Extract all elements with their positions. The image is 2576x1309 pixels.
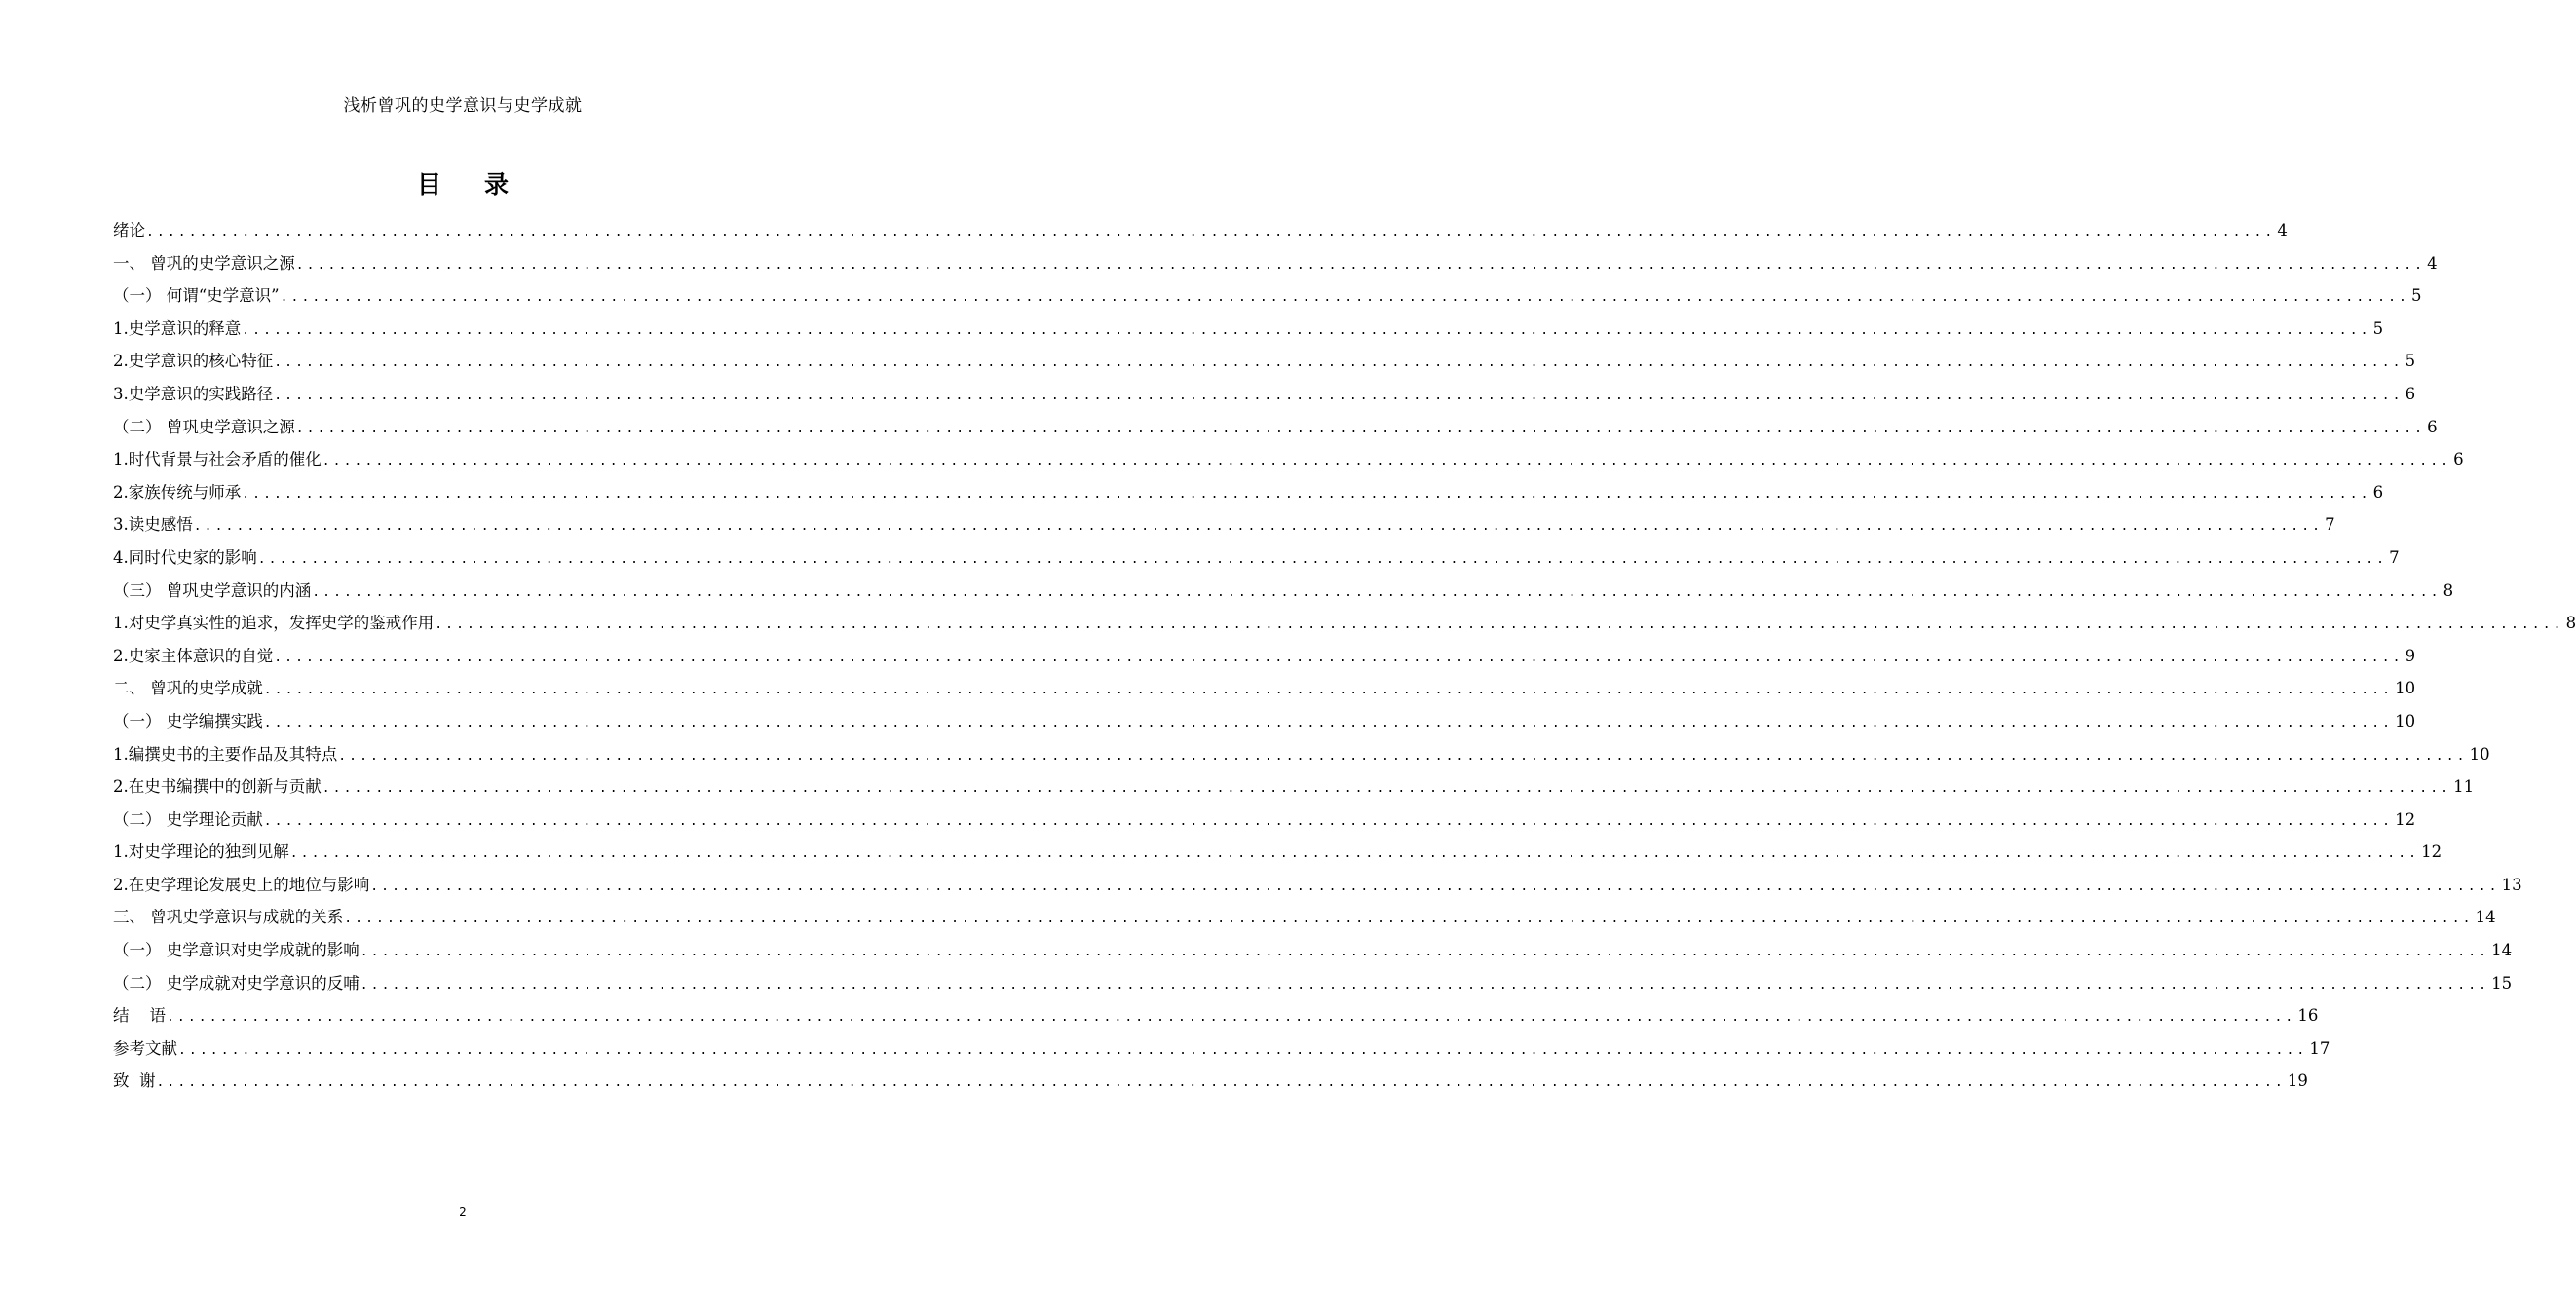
- toc-entry-page-number: 15: [2491, 973, 2513, 992]
- toc-entry[interactable]: [113, 842, 2443, 875]
- toc-entry[interactable]: [113, 678, 2416, 711]
- toc-entry-label: 2.在史书编撰中的创新与贡献: [113, 777, 322, 797]
- toc-entry-page-number: 6: [2405, 384, 2416, 403]
- toc-entry[interactable]: [113, 940, 2513, 973]
- toc-dot-leader: ........................................................................................................................................................................................................: [242, 486, 2371, 502]
- toc-dot-leader: ........................................................................................................................................................................................................: [263, 683, 2394, 698]
- toc-entry-label: （一） 史学编撰实践: [113, 711, 263, 730]
- toc-entry-page-number: 16: [2297, 1006, 2319, 1026]
- toc-dot-leader: ........................................................................................................................................................................................................: [435, 617, 2564, 633]
- toc-dot-leader: ........................................................................................................................................................................................................: [280, 290, 2409, 306]
- toc-entry[interactable]: [113, 973, 2513, 1006]
- toc-entry[interactable]: [113, 1070, 2308, 1103]
- toc-entry[interactable]: [113, 646, 2416, 679]
- toc-dot-leader: ........................................................................................................................................................................................................: [322, 781, 2452, 797]
- toc-entry-page-number: 4: [2277, 221, 2288, 240]
- toc-entry-page-number: 17: [2309, 1038, 2330, 1058]
- toc-entry-page-number: 10: [2469, 744, 2490, 764]
- toc-entry-page-number: 7: [2325, 515, 2335, 535]
- toc-entry[interactable]: [113, 482, 2384, 515]
- toc-entry[interactable]: [113, 351, 2416, 384]
- toc-dot-leader: ........................................................................................................................................................................................................: [322, 454, 2452, 469]
- toc-dot-leader: ........................................................................................................................................................................................................: [263, 715, 2394, 730]
- toc-entry-page-number: 6: [2427, 417, 2438, 436]
- toc-entry-label: 1.时代背景与社会矛盾的催化: [113, 450, 322, 469]
- toc-entry-label: 1.编撰史书的主要作品及其特点: [113, 744, 338, 764]
- toc-entry-label: 三、 曾巩史学意识与成就的关系: [113, 908, 344, 927]
- toc-entry-label: 2.史家主体意识的自觉: [113, 646, 274, 665]
- toc-entry-page-number: 13: [2501, 875, 2522, 894]
- toc-entry-page-number: 11: [2453, 777, 2475, 797]
- toc-dot-leader: ........................................................................................................................................................................................................: [166, 1010, 2296, 1026]
- toc-dot-leader: ........................................................................................................................................................................................................: [146, 225, 2276, 240]
- toc-entry-page-number: 8: [2443, 580, 2454, 600]
- toc-entry-label: （一） 何谓“史学意识”: [113, 286, 280, 306]
- toc-entry[interactable]: [113, 417, 2438, 450]
- toc-heading-char-2: 录: [484, 170, 510, 199]
- toc-dot-leader: ........................................................................................................................................................................................................: [242, 322, 2371, 338]
- toc-entry[interactable]: [113, 449, 2464, 482]
- toc-dot-leader: ........................................................................................................................................................................................................: [360, 977, 2490, 992]
- toc-entry[interactable]: [113, 253, 2438, 286]
- toc-heading-char-1: 目: [416, 170, 441, 199]
- toc-dot-leader: ........................................................................................................................................................................................................: [178, 1042, 2308, 1058]
- toc-heading: [0, 166, 926, 201]
- toc-entry[interactable]: [113, 809, 2416, 842]
- toc-entry-label: （一） 史学意识对史学成就的影响: [113, 941, 360, 960]
- toc-entry[interactable]: [113, 285, 2422, 318]
- toc-dot-leader: ........................................................................................................................................................................................................: [274, 650, 2404, 665]
- toc-dot-leader: ........................................................................................................................................................................................................: [360, 945, 2490, 960]
- toc-entry-label: 1.对史学理论的独到见解: [113, 842, 289, 862]
- toc-entry-label: 1.对史学真实性的追求，发挥史学的鉴戒作用: [113, 614, 435, 633]
- toc-entry-label: 2.家族传统与师承: [113, 482, 242, 502]
- toc-entry-page-number: 14: [2491, 941, 2513, 960]
- toc-dot-leader: ........................................................................................................................................................................................................: [344, 912, 2474, 927]
- toc-entry-page-number: 12: [2421, 842, 2443, 862]
- table-of-contents: [113, 220, 2576, 1103]
- toc-entry[interactable]: [113, 318, 2384, 352]
- toc-entry-page-number: 14: [2475, 908, 2496, 927]
- toc-dot-leader: ........................................................................................................................................................................................................: [295, 421, 2426, 436]
- toc-dot-leader: ........................................................................................................................................................................................................: [295, 257, 2426, 273]
- toc-entry-page-number: 10: [2395, 679, 2416, 698]
- toc-entry-label: 3.读史感悟: [113, 515, 193, 535]
- toc-entry[interactable]: [113, 907, 2496, 940]
- toc-entry-page-number: 5: [2405, 352, 2416, 371]
- toc-entry-page-number: 5: [2410, 286, 2422, 306]
- toc-entry-page-number: 12: [2395, 809, 2416, 829]
- toc-entry[interactable]: [113, 711, 2416, 744]
- toc-entry-label: 一、 曾巩的史学意识之源: [113, 253, 295, 273]
- toc-entry-label: 二、 曾巩的史学成就: [113, 679, 263, 698]
- toc-entry-label: （二） 史学理论贡献: [113, 809, 263, 829]
- toc-entry-label: 3.史学意识的实践路径: [113, 384, 274, 403]
- toc-entry-page-number: 5: [2372, 318, 2384, 338]
- toc-entry[interactable]: [113, 580, 2454, 614]
- toc-entry-label: 绪论: [113, 221, 145, 240]
- toc-entry-label: 致 谢: [113, 1071, 156, 1091]
- toc-entry[interactable]: [113, 875, 2522, 908]
- toc-entry-label: 2.在史学理论发展史上的地位与影响: [113, 875, 370, 894]
- running-header-title: 浅析曾巩的史学意识与史学成就: [343, 96, 583, 116]
- toc-entry-label: 结 语: [113, 1006, 166, 1026]
- toc-entry[interactable]: [113, 547, 2400, 580]
- toc-dot-leader: ........................................................................................................................................................................................................: [263, 813, 2394, 829]
- toc-entry-label: （三） 曾巩史学意识的内涵: [113, 580, 312, 600]
- toc-entry-page-number: 7: [2389, 547, 2400, 567]
- toc-entry[interactable]: [113, 1005, 2319, 1038]
- toc-dot-leader: ........................................................................................................................................................................................................: [156, 1075, 2286, 1091]
- toc-dot-leader: ........................................................................................................................................................................................................: [370, 879, 2500, 894]
- toc-dot-leader: ........................................................................................................................................................................................................: [289, 846, 2420, 862]
- toc-dot-leader: ........................................................................................................................................................................................................: [274, 388, 2404, 403]
- toc-entry[interactable]: [113, 384, 2416, 417]
- toc-entry[interactable]: [113, 514, 2335, 547]
- toc-entry-page-number: 6: [2372, 482, 2384, 502]
- toc-dot-leader: ........................................................................................................................................................................................................: [193, 519, 2324, 535]
- toc-entry-label: 1.史学意识的释意: [113, 318, 242, 338]
- toc-entry[interactable]: [113, 776, 2475, 809]
- toc-entry[interactable]: [113, 1038, 2330, 1071]
- toc-entry-label: 参考文献: [113, 1038, 177, 1058]
- toc-entry[interactable]: [113, 744, 2490, 777]
- toc-entry-page-number: 4: [2427, 253, 2438, 273]
- toc-entry-label: （二） 曾巩史学意识之源: [113, 417, 295, 436]
- toc-entry-label: （二） 史学成就对史学意识的反哺: [113, 973, 360, 992]
- toc-entry-page-number: 8: [2565, 614, 2576, 633]
- toc-entry[interactable]: [113, 613, 2576, 646]
- toc-entry-label: 4.同时代史家的影响: [113, 547, 257, 567]
- toc-dot-leader: ........................................................................................................................................................................................................: [274, 355, 2404, 371]
- toc-dot-leader: ........................................................................................................................................................................................................: [312, 584, 2442, 600]
- toc-entry-page-number: 19: [2287, 1071, 2308, 1091]
- toc-dot-leader: ........................................................................................................................................................................................................: [338, 748, 2468, 764]
- toc-entry[interactable]: [113, 220, 2288, 253]
- toc-entry-page-number: 6: [2453, 450, 2464, 469]
- toc-entry-label: 2.史学意识的核心特征: [113, 352, 274, 371]
- page-number: 2: [459, 1205, 467, 1218]
- toc-entry-page-number: 9: [2405, 646, 2416, 665]
- toc-dot-leader: ........................................................................................................................................................................................................: [257, 551, 2388, 567]
- toc-entry-page-number: 10: [2395, 711, 2416, 730]
